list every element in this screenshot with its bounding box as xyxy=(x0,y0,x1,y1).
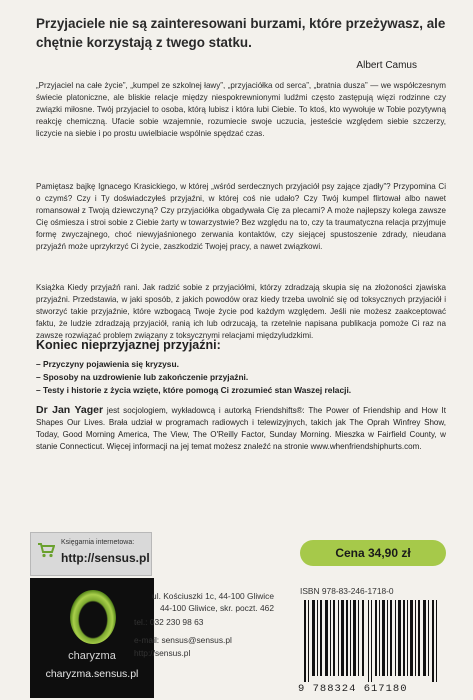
publisher-contact xyxy=(134,616,232,659)
barcode-icon xyxy=(298,600,446,682)
online-shop-box[interactable] xyxy=(30,532,152,576)
shopping-cart-icon xyxy=(37,542,55,558)
bullet-item: – Testy i historie z życia wzięte, które pomogą Ci zrozumieć stan Waszej relacji. xyxy=(36,385,352,395)
bullet-item: – Przyczyny pojawienia się kryzysu. xyxy=(36,359,179,369)
contact-phone: tel.: 032 230 98 63 xyxy=(134,617,204,627)
paragraph-fable: Pamiętasz bajkę Ignacego Krasickiego, w której „wśród serdecznych przyjaciół psy zające zjadły”? Przypomina Ci o czymś? Czy i Ty doświadczyłeś przyjaźni, w której coś nie udało? Czy Twój kumpel flirtował albo nawet romansował z Twoją dziewczyną? Czy przyjaciółka obgadywała Cię za plecami? A może najlepszy kolega zawsze Cię ośmiesza i stroi sobie z Ciebie żarty w towarzystwie? Bez względu na to, czy ta traumatyczna relacja przyjmuje formę zwyczajnego, choć niewyjaśnionego zerwania kontaktów, czy siejącej spustoszenie zdrady, nieudana przyjaźń może uprzykrzyć Ci życie, zaszkodzić Twojej pracy, a nawet związkowi. xyxy=(36,182,446,251)
section-title: Koniec nieprzyjaznej przyjaźni: xyxy=(36,338,221,352)
publisher-url[interactable]: charyzma.sensus.pl xyxy=(45,668,139,680)
publisher-name: charyzma xyxy=(68,650,116,662)
online-shop-link[interactable]: http://sensus.pl xyxy=(61,551,150,565)
address-line: ul. Kościuszki 1c, 44-100 Gliwice xyxy=(152,591,274,601)
bullet-item: – Sposoby na uzdrowienie lub zakończenie przyjaźni. xyxy=(36,372,249,382)
online-shop-label: Księgarnia internetowa: xyxy=(61,539,135,546)
contact-email[interactable]: e-mail: sensus@sensus.pl xyxy=(134,635,232,646)
charyzma-ring-logo-icon xyxy=(70,590,116,644)
cover-quote: Przyjaciele nie są zainteresowani burzami, które przeżywasz, ale chętnie korzystają z twego statku. xyxy=(36,16,446,50)
isbn-number: ISBN 978-83-246-1718-0 xyxy=(300,586,394,596)
publisher-address xyxy=(134,590,274,615)
author-bio xyxy=(36,404,446,453)
footer-band xyxy=(0,520,473,700)
paragraph-intro: „Przyjaciel na całe życie”, „kumpel ze szkolnej ławy”, „przyjaciółka od serca”, „bratnia dusza” — we współczesnym świecie platoniczne, ale bliskie relacje między niespokrewnionymi ludźmi często zastępują więzi rodzinne czy związki miłosne. Twój przyjaciel to osoba, którą lubisz i która lubi Ciebie. To ktoś, kto wywołuje w Tobie pozytywną reakcję chemiczną. Ufacie sobie wzajemnie, rozumiecie swoje uczucia, jesteście względem siebie szczerzy, liczycie na siebie i po prostu uwielbiacie wspólnie spędzać czas. xyxy=(36,81,446,138)
barcode-digits: 9 788324 617180 xyxy=(298,683,408,695)
section-bullets xyxy=(36,358,456,397)
paragraph-book-summary: Książka Kiedy przyjaźń rani. Jak radzić sobie z przyjaciółmi, którzy zdradzają skupia się na złożoności zjawiska przyjaźni. Przedstawia, w jaki sposób, z jakich powodów oraz kiedy trzeba uwolnić się od toksycznych przyjaciół i stworzyć takie przyjaźnie, które wzbogacą Twoje życie pod każdym względem. Jeśli nie możesz zaakceptować faktu, że ludzie zdradzają przyjaciół, ranią ich lub odrzucają, ta rzetelnie napisana publikacja pomoże Ci raz na zawsze rozwiązać problem związany z toksycznymi relacjami międzyludzkimi. xyxy=(36,283,446,340)
author-name: Dr Jan Yager xyxy=(36,404,104,416)
quote-author: Albert Camus xyxy=(356,60,417,71)
author-bio-text: jest socjologiem, wykładowcą i autorką Friendshifts®: The Power of Friendship and How It Shapes Our Lives. Brała udział w programach radiowych i telewizyjnych, takich jak The Oprah Winfrey Show, Today, Good Morning America, The View, The O'Reilly Factor, Sunday Morning. Mieszka w Fairfield County, w stanie Connecticut. Więcej informacji na jej temat możesz znaleźć na stronie www.whenfriendshiphurts.com. xyxy=(36,406,446,451)
contact-web[interactable]: http://sensus.pl xyxy=(134,647,191,658)
price-badge: Cena 34,90 zł xyxy=(300,540,446,566)
address-line: 44-100 Gliwice, skr. poczt. 462 xyxy=(159,603,274,614)
